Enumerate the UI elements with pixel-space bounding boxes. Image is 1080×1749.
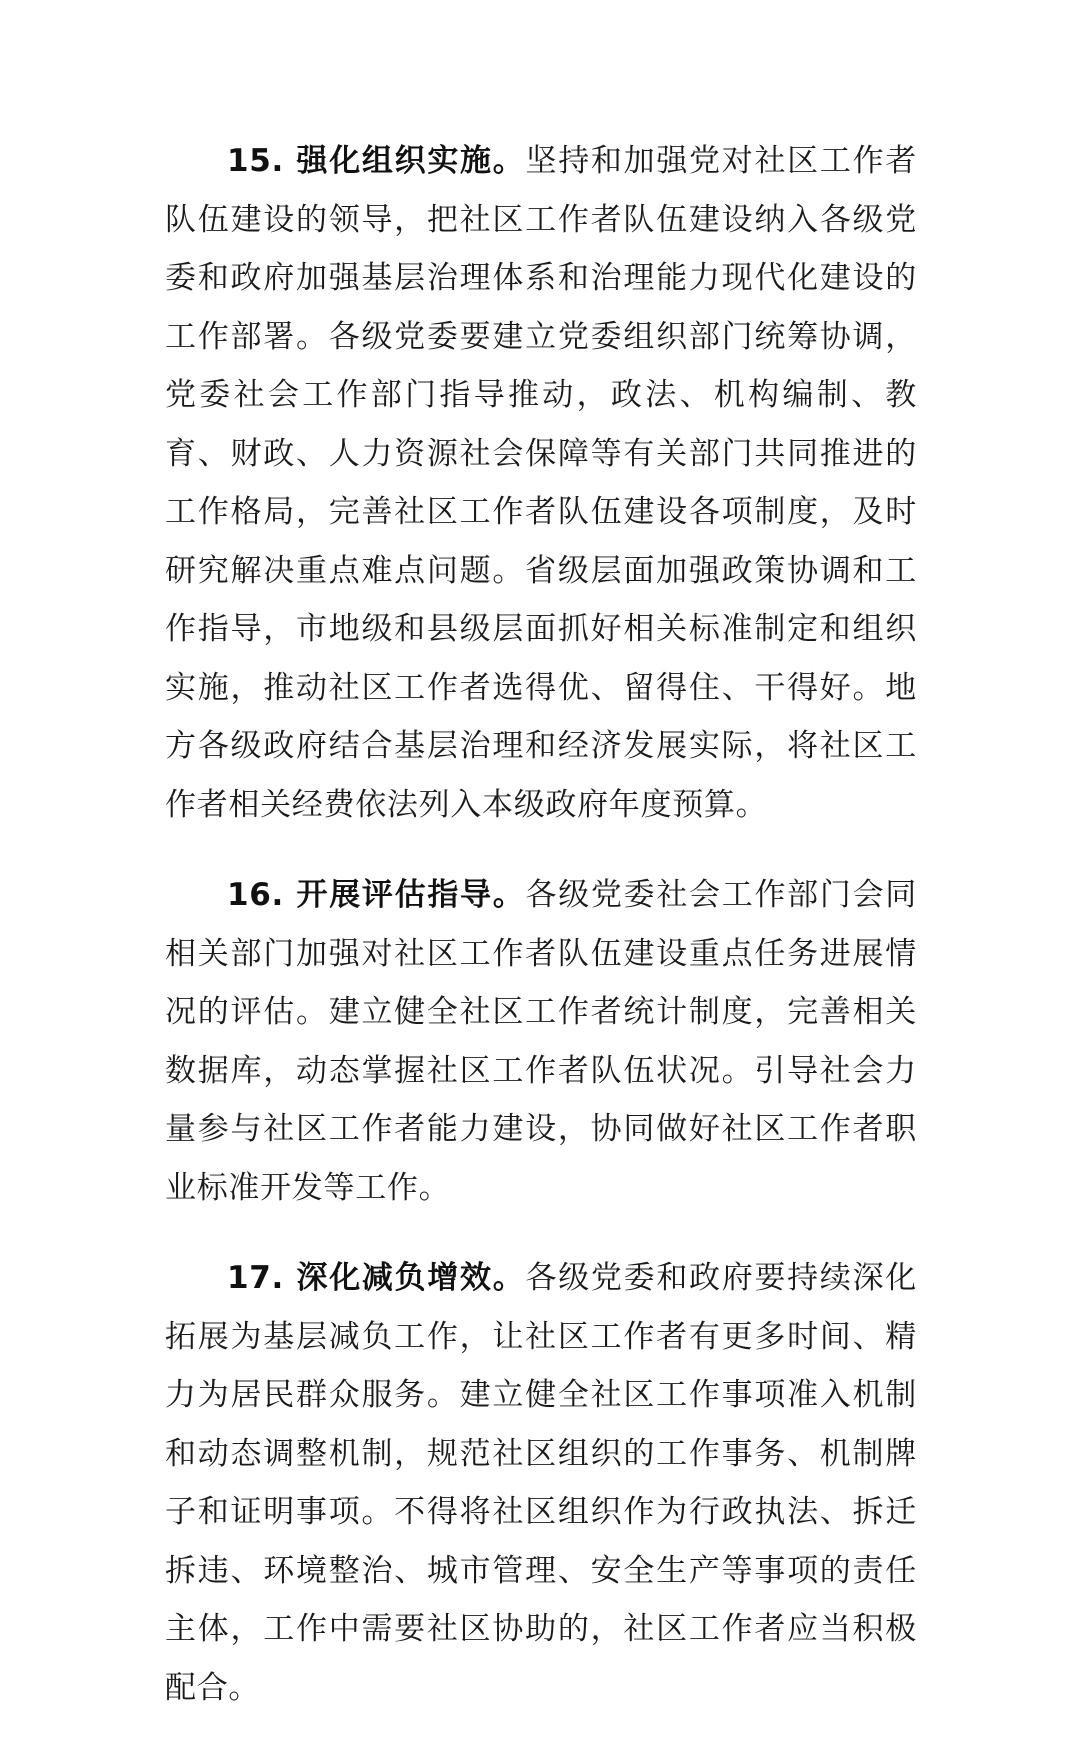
paragraph-17-heading: 17. 深化减负增效。 (227, 1260, 526, 1296)
paragraph-15-heading: 15. 强化组织实施。 (227, 143, 526, 179)
paragraph-16 (165, 866, 917, 1217)
paragraph-17-text: 各级党委和政府要持续深化拓展为基层减负工作，让社区工作者有更多时间、精力为居民群众服务。建立健全社区工作事项准入机制和动态调整机制，规范社区组织的工作事务、机制牌子和证明事项。不得将社区组织作为行政执法、拆迁拆违、环境整治、城市管理、安全生产等事项的责任主体，工作中需要社区协助的，社区工作者应当积极配合。 (165, 1260, 917, 1706)
paragraph-16-heading: 16. 开展评估指导。 (227, 877, 526, 913)
paragraph-15 (165, 132, 917, 834)
paragraph-17 (165, 1249, 917, 1717)
document-body (165, 132, 917, 1749)
paragraph-15-text: 坚持和加强党对社区工作者队伍建设的领导，把社区工作者队伍建设纳入各级党委和政府加强基层治理体系和治理能力现代化建设的工作部署。各级党委要建立党委组织部门统筹协调，党委社会工作部门指导推动，政法、机构编制、教育、财政、人力资源社会保障等有关部门共同推进的工作格局，完善社区工作者队伍建设各项制度，及时研究解决重点难点问题。省级层面加强政策协调和工作指导，市地级和县级层面抓好相关标准制定和组织实施，推动社区工作者选得优、留得住、干得好。地方各级政府结合基层治理和经济发展实际，将社区工作者相关经费依法列入本级政府年度预算。 (165, 143, 917, 823)
paragraph-16-text: 各级党委社会工作部门会同相关部门加强对社区工作者队伍建设重点任务进展情况的评估。建立健全社区工作者统计制度，完善相关数据库，动态掌握社区工作者队伍状况。引导社会力量参与社区工作者能力建设，协同做好社区工作者职业标准开发等工作。 (165, 877, 917, 1206)
